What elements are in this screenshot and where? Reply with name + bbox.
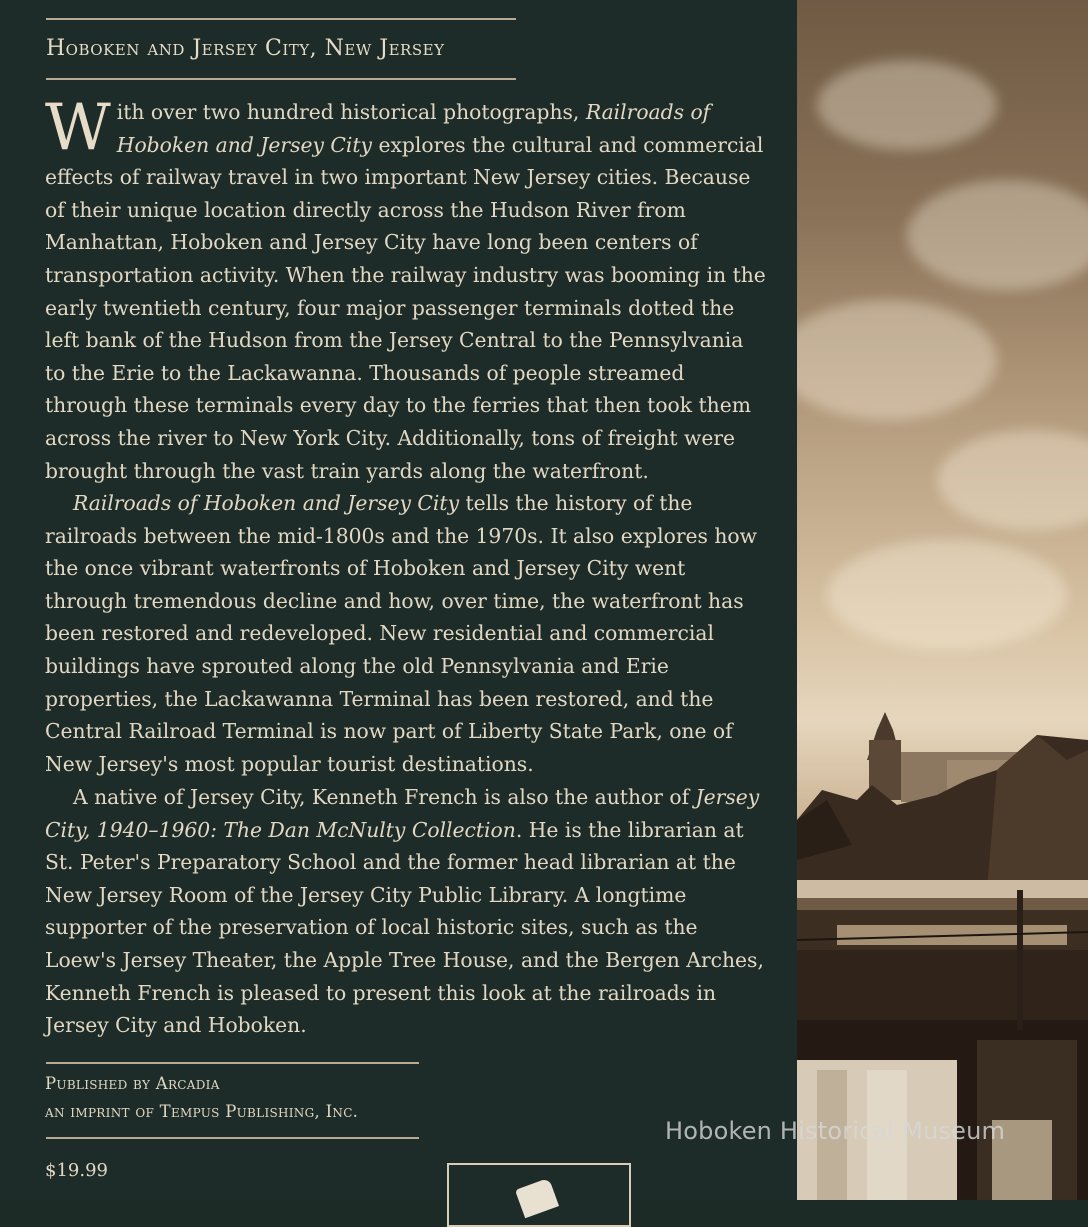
author-bio-paragraph xyxy=(45,781,770,1042)
heading-rule xyxy=(46,78,516,80)
state-outline-icon xyxy=(515,1178,559,1219)
p2-text: tells the history of the railroads between the mid-1800s and the 1970s. It also explores how the once vibrant waterfronts of Hoboken and Jersey City went through tremendous decline and how, over time, the waterfront has been restored and redeveloped. New residential and commercial buildings have sprouted along the old Pennsylvania and Erie properties, the Lackawanna Terminal has been restored, and the Central Railroad Terminal is now part of Liberty State Park, one of New Jersey's most popular tourist destinations. xyxy=(45,491,758,776)
description-paragraph-2 xyxy=(45,487,770,780)
cover-heading: Hoboken and Jersey City, New Jersey xyxy=(46,36,445,61)
p1-text-b: explores the cultural and commercial effects of railway travel in two important New Jersey cities. Because of their unique location directly across the Hudson River from Manhattan, Hoboken and Jersey City have long been centers of transportation activity. When the railway industry was booming in the early twentieth century, four major passenger terminals dotted the left bank of the Hudson from the Jersey Central to the Pennsylvania to the Erie to the Lackawanna. Thousands of people streamed through these terminals every day to the ferries that then took them across the river to New York City. Additionally, tons of freight were brought through the vast train yards along the waterfront. xyxy=(45,132,766,483)
top-rule xyxy=(46,18,516,20)
book-title: Railroads of Hoboken and Jersey City xyxy=(116,100,711,157)
publisher-line-2: an imprint of Tempus Publishing, Inc. xyxy=(45,1102,359,1121)
price: $19.99 xyxy=(45,1160,108,1181)
description-paragraph-1 xyxy=(45,91,770,487)
publisher-top-rule xyxy=(46,1062,419,1064)
photo-skyline-illustration xyxy=(797,0,1088,1200)
p1-text-a: ith over two hundred historical photographs, xyxy=(116,100,586,124)
drop-cap: W xyxy=(45,91,111,165)
book-title-2: Railroads of Hoboken and Jersey City xyxy=(73,491,460,515)
museum-watermark: Hoboken Historical Museum xyxy=(665,1117,1006,1145)
barcode-box xyxy=(447,1163,631,1227)
publisher-bottom-rule xyxy=(46,1137,419,1139)
publisher-line-1: Published by Arcadia xyxy=(45,1074,220,1093)
p3-text-b: . He is the librarian at St. Peter's Preparatory School and the former head librarian at the New Jersey Room of the Jersey City Public Library. A longtime supporter of the preservation of local historic sites, such as the Loew's Jersey Theater, the Apple Tree House, and the Bergen Arches, Kenneth French is pleased to present this look at the railroads in Jersey City and Hoboken. xyxy=(45,817,764,1038)
p3-text-a: A native of Jersey City, Kenneth French is also the author of xyxy=(73,785,696,809)
other-book-title: Jersey City, 1940–1960: The Dan McNulty Collection xyxy=(45,785,760,842)
cover-photo-railroad-scene xyxy=(797,0,1088,1200)
